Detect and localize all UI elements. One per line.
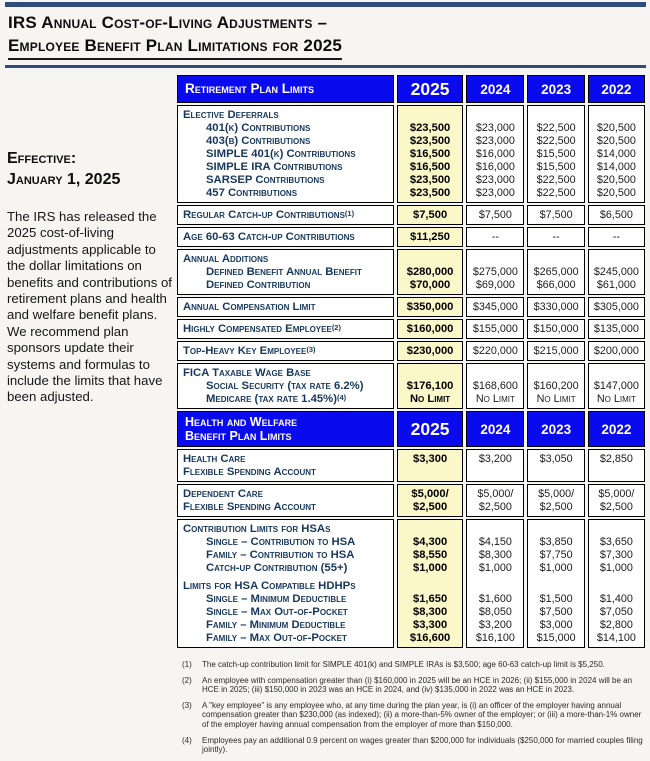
- value: $150,000: [533, 322, 579, 335]
- footnote-2: [182, 676, 648, 695]
- row-label-cell: [177, 227, 394, 247]
- row-label-line: SARSEP Contributions: [206, 173, 325, 186]
- row-label-line: Highly Compensated Employee$^{(2)}$: [183, 322, 341, 335]
- row-label-line: Family – Max Out-of-Pocket: [206, 631, 347, 644]
- row-label-cell: [177, 449, 394, 482]
- value: [589, 580, 644, 593]
- value: $220,000: [472, 344, 518, 357]
- row-label-line: Flexible Spending Account: [183, 500, 316, 513]
- row-label-line: Age 60-63 Catch-up Contributions: [183, 230, 355, 243]
- value: $8,050: [478, 605, 512, 618]
- value: $147,000: [593, 379, 639, 392]
- value: $330,000: [533, 300, 579, 313]
- value: $8,300: [412, 605, 448, 618]
- row-label-line: Contribution Limits for HSAs: [183, 522, 331, 535]
- value: $22,500: [536, 121, 576, 134]
- row-label-cell: [177, 484, 394, 517]
- row-fica-taxable-wage-base: [177, 363, 645, 409]
- value-cell-2023: [527, 341, 584, 361]
- health-year-header-2022: 2022: [588, 411, 645, 447]
- health-year-header-2024: 2024: [466, 411, 524, 447]
- value: $7,500: [539, 605, 573, 618]
- value: $7,500: [478, 208, 512, 221]
- sidebar: [7, 148, 175, 406]
- effective-date: January 1, 2025: [7, 171, 121, 188]
- value: $3,200: [478, 452, 512, 465]
- value: $1,000: [412, 561, 448, 574]
- value-cell-2024: [466, 105, 524, 203]
- value: $160,200: [533, 379, 579, 392]
- value-cell-2022: [588, 227, 645, 247]
- footnote-reference: (1): [344, 208, 355, 218]
- value-cell-2025: [397, 363, 463, 409]
- row-label-cell: [177, 319, 394, 339]
- value-cell-2022: [588, 205, 645, 225]
- row-label-line: Limits for HSA Compatible HDHPs: [183, 579, 356, 592]
- value: $1,500: [539, 592, 573, 605]
- value: --: [491, 230, 499, 243]
- value: No Limit: [409, 392, 451, 405]
- value: $3,300: [412, 452, 448, 465]
- footnote-3-text: A "key employee" is any employee who, at any time during the plan year, is (i) an officer of the employer having annual compensation greater than $230,000 (as indexed); (ii) a more-than-5% owner of the employer; or (iii) a more-than-1% owner of the employer having annual compensation from the employer of more than $150,000.: [202, 700, 642, 729]
- health-welfare-title-line-2: Benefit Plan Limits: [185, 429, 292, 443]
- value: $345,000: [472, 300, 518, 313]
- row-label-line: FICA Taxable Wage Base: [183, 366, 311, 379]
- value-cell-2023: [527, 249, 584, 295]
- title-line-1: IRS Annual Cost-of-Living Adjustments –: [8, 13, 328, 32]
- footnote-reference: (3): [306, 344, 316, 354]
- value: [467, 109, 523, 122]
- value: $20,500: [596, 186, 636, 199]
- value: $3,200: [478, 618, 512, 631]
- value-cell-2024: [466, 249, 524, 295]
- value: --: [612, 230, 620, 243]
- footnotes: [182, 660, 648, 761]
- row-label-line: Regular Catch-up Contributions$^{(1)}$: [183, 208, 355, 221]
- value: $6,500: [599, 208, 633, 221]
- value: $15,500: [536, 160, 576, 173]
- value: $22,500: [536, 134, 576, 147]
- value: [528, 523, 583, 536]
- row-label-cell: [177, 297, 394, 317]
- value-cell-2025: [397, 105, 463, 203]
- value: $23,000: [475, 121, 515, 134]
- value: $70,000: [409, 278, 451, 291]
- value-cell-2022: [588, 519, 645, 648]
- value: $23,000: [475, 134, 515, 147]
- value: $66,000: [536, 278, 576, 291]
- value: $3,000: [539, 618, 573, 631]
- health-welfare-header-row: [177, 411, 645, 447]
- value: $3,850: [539, 535, 573, 548]
- row-label-line: Annual Additions: [183, 252, 269, 265]
- value: [589, 367, 644, 380]
- value: [589, 523, 644, 536]
- value-cell-2022: [588, 341, 645, 361]
- value: $16,000: [475, 147, 515, 160]
- value: $2,800: [599, 618, 633, 631]
- footnote-4-text: Employees pay an additional 0.9 percent on wages greater than $200,000 for individuals ($250,000 for married couples filing jointly).: [202, 735, 643, 755]
- value: [589, 466, 644, 479]
- row-label-cell: [177, 363, 394, 409]
- document-title: [8, 11, 646, 60]
- retirement-year-header-2023: 2023: [527, 75, 584, 103]
- value-cell-2023: [527, 363, 584, 409]
- value: --: [552, 230, 560, 243]
- value: [467, 367, 523, 380]
- value: $1,000: [539, 561, 573, 574]
- row-highly-compensated-employee: [177, 319, 645, 339]
- value: $23,500: [409, 121, 451, 134]
- value-cell-2025: [397, 205, 463, 225]
- limits-table: [174, 73, 648, 650]
- value: $200,000: [593, 344, 639, 357]
- value: $11,250: [410, 230, 450, 243]
- effective-label: Effective:: [7, 150, 77, 167]
- value: $275,000: [472, 265, 518, 278]
- value: [398, 367, 462, 380]
- value: $230,000: [406, 344, 454, 357]
- health-year-header-2023: 2023: [527, 411, 584, 447]
- value: $2,500: [599, 500, 633, 513]
- value-cell-2022: [588, 297, 645, 317]
- value: $2,850: [599, 452, 633, 465]
- value: No Limit: [596, 392, 636, 405]
- value: $61,000: [596, 278, 636, 291]
- row-label-line: Elective Deferrals: [183, 108, 279, 121]
- retirement-year-header-2025: 2025: [397, 75, 463, 103]
- value: [528, 466, 583, 479]
- value: [528, 580, 583, 593]
- row-label-line: Single – Contribution to HSA: [206, 535, 356, 548]
- value-cell-2024: [466, 297, 524, 317]
- value: $14,000: [596, 147, 636, 160]
- value-cell-2022: [588, 449, 645, 482]
- value: $2,500: [412, 500, 448, 513]
- value: [589, 109, 644, 122]
- value: $22,500: [536, 173, 576, 186]
- value: $4,150: [478, 535, 512, 548]
- value-cell-2022: [588, 484, 645, 517]
- value: $14,000: [596, 160, 636, 173]
- health-welfare-section-title: [177, 411, 394, 447]
- value: $168,600: [472, 379, 518, 392]
- value: $16,600: [409, 631, 451, 644]
- value-cell-2023: [527, 205, 584, 225]
- value: $20,500: [596, 173, 636, 186]
- value: $280,000: [406, 265, 454, 278]
- row-hsa-limits: [177, 519, 645, 648]
- value: [398, 580, 462, 593]
- value-cell-2024: [466, 319, 524, 339]
- row-health-care-fsa: [177, 449, 645, 482]
- title-divider-rule: [5, 65, 646, 68]
- row-regular-catch-up-contributions: [177, 205, 645, 225]
- row-label-line: 457 Contributions: [206, 186, 298, 199]
- value-cell-2022: [588, 249, 645, 295]
- value-cell-2022: [588, 363, 645, 409]
- value: [398, 253, 462, 266]
- footnote-4-number: (4): [182, 735, 192, 745]
- value-cell-2023: [527, 297, 584, 317]
- value: [467, 580, 523, 593]
- value: $1,400: [599, 592, 633, 605]
- value: $23,500: [409, 173, 451, 186]
- value: $135,000: [593, 322, 639, 335]
- value-cell-2024: [466, 363, 524, 409]
- value: $350,000: [406, 300, 454, 313]
- row-label-line: Medicare (tax rate 1.45%)$^{(4)}$: [206, 392, 347, 405]
- row-age-60-63-catch-up-contributions: [177, 227, 645, 247]
- value-cell-2023: [527, 484, 584, 517]
- value-cell-2023: [527, 227, 584, 247]
- value-cell-2022: [588, 105, 645, 203]
- value: $15,000: [536, 631, 576, 644]
- value: $22,500: [536, 186, 576, 199]
- footnote-2-text: An employee with compensation greater than (i) $160,000 in 2025 will be an HCE in 2026; (ii) $155,000 in 2024 will be an HCE in 2025; (iii) $150,000 in 2023 was an HCE in 2024, and (iv) $135,000 in 2022 was an HCE in 2023.: [202, 675, 633, 695]
- value: $7,050: [599, 605, 633, 618]
- intro-paragraph: The IRS has released the 2025 cost-of-living adjustments applicable to the dollar limitations on benefits and contributions of retirement plans and health and welfare benefit plans. We recommend plan sponsors update their systems and formulas to include the limits that have been adjusted.: [7, 209, 172, 405]
- value: $7,750: [539, 548, 573, 561]
- value: $245,000: [593, 265, 639, 278]
- value: $3,050: [539, 452, 573, 465]
- value-cell-2025: [397, 227, 463, 247]
- value: $176,100: [406, 379, 454, 392]
- row-label-line: Dependent Care: [183, 487, 263, 500]
- row-label-line: 403(b) Contributions: [206, 134, 311, 147]
- value: $5,000/: [477, 487, 514, 500]
- row-label-cell: [177, 105, 394, 203]
- value: $5,000/: [598, 487, 635, 500]
- value: [467, 523, 523, 536]
- value: $14,100: [596, 631, 636, 644]
- row-annual-additions: [177, 249, 645, 295]
- value: [589, 253, 644, 266]
- retirement-year-header-2024: 2024: [466, 75, 524, 103]
- value: [467, 466, 523, 479]
- row-annual-compensation-limit: [177, 297, 645, 317]
- value: $5,000/: [538, 487, 575, 500]
- row-label-line: Flexible Spending Account: [183, 465, 316, 478]
- row-top-heavy-key-employee: [177, 341, 645, 361]
- value: $23,500: [409, 134, 451, 147]
- value: $23,500: [409, 186, 451, 199]
- footnote-2-number: (2): [182, 675, 192, 685]
- value: $16,500: [409, 147, 451, 160]
- row-label-line: 401(k) Contributions: [206, 121, 311, 134]
- value-cell-2024: [466, 519, 524, 648]
- value-cell-2025: [397, 341, 463, 361]
- row-label-cell: [177, 341, 394, 361]
- value: No Limit: [475, 392, 515, 405]
- row-label-line: Catch-up Contribution (55+): [206, 561, 348, 574]
- value-cell-2024: [466, 449, 524, 482]
- retirement-year-header-2022: 2022: [588, 75, 645, 103]
- value: $16,500: [409, 160, 451, 173]
- value: $7,500: [412, 208, 448, 221]
- value-cell-2023: [527, 519, 584, 648]
- value: $69,000: [475, 278, 515, 291]
- value: $2,500: [539, 500, 573, 513]
- value: $16,000: [475, 160, 515, 173]
- value-cell-2025: [397, 297, 463, 317]
- value: $8,300: [478, 548, 512, 561]
- value-cell-2022: [588, 319, 645, 339]
- value-cell-2025: [397, 249, 463, 295]
- row-label-line: Family – Contribution to HSA: [206, 548, 355, 561]
- value: $15,500: [536, 147, 576, 160]
- value: [467, 253, 523, 266]
- value-cell-2024: [466, 341, 524, 361]
- footnote-1-number: (1): [182, 660, 192, 669]
- row-label-line: Single – Max Out-of-Pocket: [206, 605, 348, 618]
- footnote-1: [182, 660, 648, 670]
- top-rule: [5, 2, 646, 7]
- value: No Limit: [536, 392, 576, 405]
- row-elective-deferrals: [177, 105, 645, 203]
- retirement-section-title: Retirement Plan Limits: [177, 75, 394, 103]
- health-welfare-title-line-1: Health and Welfare: [185, 415, 298, 429]
- row-label-cell: [177, 205, 394, 225]
- value: $7,300: [599, 548, 633, 561]
- value: $265,000: [533, 265, 579, 278]
- row-label-cell: [177, 519, 394, 648]
- health-year-header-2025: 2025: [397, 411, 463, 447]
- value: $155,000: [472, 322, 518, 335]
- value-cell-2025: [397, 484, 463, 517]
- value: $4,300: [412, 535, 448, 548]
- value: $305,000: [593, 300, 639, 313]
- value: $3,650: [599, 535, 633, 548]
- value-cell-2024: [466, 205, 524, 225]
- value-cell-2023: [527, 105, 584, 203]
- row-label-line: Defined Contribution: [206, 278, 311, 291]
- row-label-line: Social Security (tax rate 6.2%): [206, 379, 364, 392]
- value: $1,000: [599, 561, 633, 574]
- row-label-line: Family – Minimum Deductible: [206, 618, 346, 631]
- value: [398, 109, 462, 122]
- row-label-line: SIMPLE IRA Contributions: [206, 160, 343, 173]
- value: $7,500: [539, 208, 573, 221]
- footnote-4: [182, 736, 648, 755]
- value: [528, 109, 583, 122]
- title-line-2: Employee Benefit Plan Limitations for 2025: [8, 34, 342, 60]
- value-cell-2024: [466, 484, 524, 517]
- footnote-3: [182, 701, 648, 730]
- footnote-reference: (2): [331, 322, 341, 332]
- row-label-line: Top-Heavy Key Employee$^{(3)}$: [183, 344, 316, 357]
- row-label-line: Health Care: [183, 452, 246, 465]
- value: $1,650: [412, 592, 448, 605]
- value-cell-2024: [466, 227, 524, 247]
- value: $5,000/: [411, 487, 449, 500]
- row-label-line: SIMPLE 401(k) Contributions: [206, 147, 356, 160]
- value: [398, 466, 462, 479]
- row-label-line: Single – Minimum Deductible: [206, 592, 347, 605]
- value-cell-2025: [397, 319, 463, 339]
- value: $8,550: [412, 548, 448, 561]
- value-cell-2023: [527, 319, 584, 339]
- value: $20,500: [596, 121, 636, 134]
- value: [528, 253, 583, 266]
- value: [528, 367, 583, 380]
- value: $215,000: [533, 344, 579, 357]
- footnote-1-text: The catch-up contribution limit for SIMPLE 401(k) and SIMPLE IRAs is $3,500; age 60-63 catch-up limit is $5,250.: [202, 660, 605, 669]
- footnote-3-number: (3): [182, 700, 192, 710]
- value: $16,100: [475, 631, 515, 644]
- value: $20,500: [596, 134, 636, 147]
- row-label-line: Defined Benefit Annual Benefit: [206, 265, 362, 278]
- value-cell-2023: [527, 449, 584, 482]
- value-cell-2025: [397, 519, 463, 648]
- footnote-reference: (4): [336, 392, 347, 402]
- row-label-cell: [177, 249, 394, 295]
- effective-date-heading: [7, 148, 175, 190]
- value: $1,600: [478, 592, 512, 605]
- value: [398, 523, 462, 536]
- value: $2,500: [478, 500, 512, 513]
- value: $23,000: [475, 173, 515, 186]
- row-label-line: Annual Compensation Limit: [183, 300, 316, 313]
- value: $1,000: [478, 561, 512, 574]
- row-dependent-care-fsa: [177, 484, 645, 517]
- retirement-header-row: [177, 75, 645, 103]
- value-cell-2025: [397, 449, 463, 482]
- value: $23,000: [475, 186, 515, 199]
- document-header: [5, 0, 646, 68]
- value: $3,300: [412, 618, 448, 631]
- value: $160,000: [406, 322, 454, 335]
